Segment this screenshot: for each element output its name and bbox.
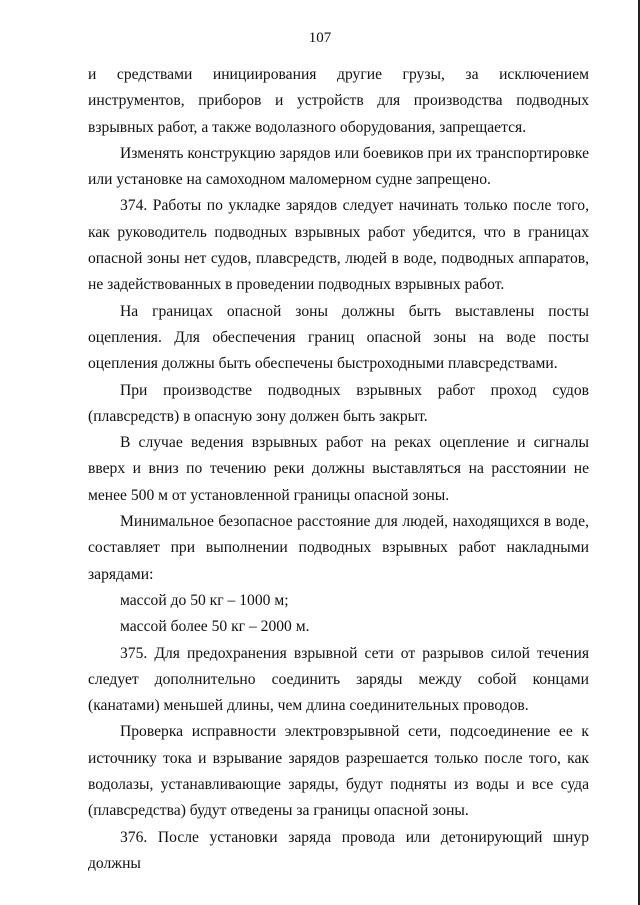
paragraph-charge-construction: Изменять конструкцию зарядов или боевиков при их транспортировке или установке на самоходном маломерном судне запрещено. <box>88 144 589 189</box>
list-item-mass-over-50: массой более 50 кг – 2000 м. <box>120 618 310 636</box>
paragraph-continuation: и средствами инициирования другие грузы, за исключением инструментов, приборов и устройств для производства подводных взрывных работ, а также водолазного оборудования, запрещается. <box>88 66 589 136</box>
page-number: 107 <box>308 30 332 46</box>
paragraph-376: 376. После установки заряда провода или детонирующий шнур должны <box>88 828 589 872</box>
paragraph-safe-distance: Минимальное безопасное расстояние для людей, находящихся в воде, составляет при выполнении подводных взрывных работ накладными зарядами: <box>88 513 589 583</box>
paragraph-375: 375. Для предохранения взрывной сети от разрывов силой течения следует дополнительно соединить заряды между собой концами (канатами) меньшей длины, чем длина соединительных проводов. <box>88 644 589 715</box>
paragraph-river-signals: В случае ведения взрывных работ на реках оцепление и сигналы вверх и вниз по течению реки должны выставляться на расстоянии не менее 500 м от установленной границы опасной зоны. <box>88 434 589 504</box>
paragraph-guard-posts: На границах опасной зоны должны быть выставлены посты оцепления. Для обеспечения границ опасной зоны на воде посты оцепления должны быть обеспечены быстроходными плавсредствами. <box>88 302 589 373</box>
page-body <box>88 62 589 877</box>
list-item-mass-up-to-50: массой до 50 кг – 1000 м; <box>120 591 289 609</box>
paragraph-374: 374. Работы по укладке зарядов следует начинать только после того, как руководитель подводных взрывных работ убедится, что в границах опасной зоны нет судов, плавсредств, людей в воде, подводных аппаратов, не задействованных в проведении подводных взрывных работ. <box>88 197 589 294</box>
paragraph-passage-closed: При производстве подводных взрывных работ проход судов (плавсредств) в опасную зону должен быть закрыт. <box>88 381 589 425</box>
paragraph-circuit-check: Проверка исправности электровзрывной сети, подсоединение ее к источнику тока и взрывание зарядов разрешается только после того, как водолазы, устанавливающие заряды, будут подняты из воды и все суда (плавсредства) будут отведены за границы опасной зоны. <box>88 723 589 820</box>
